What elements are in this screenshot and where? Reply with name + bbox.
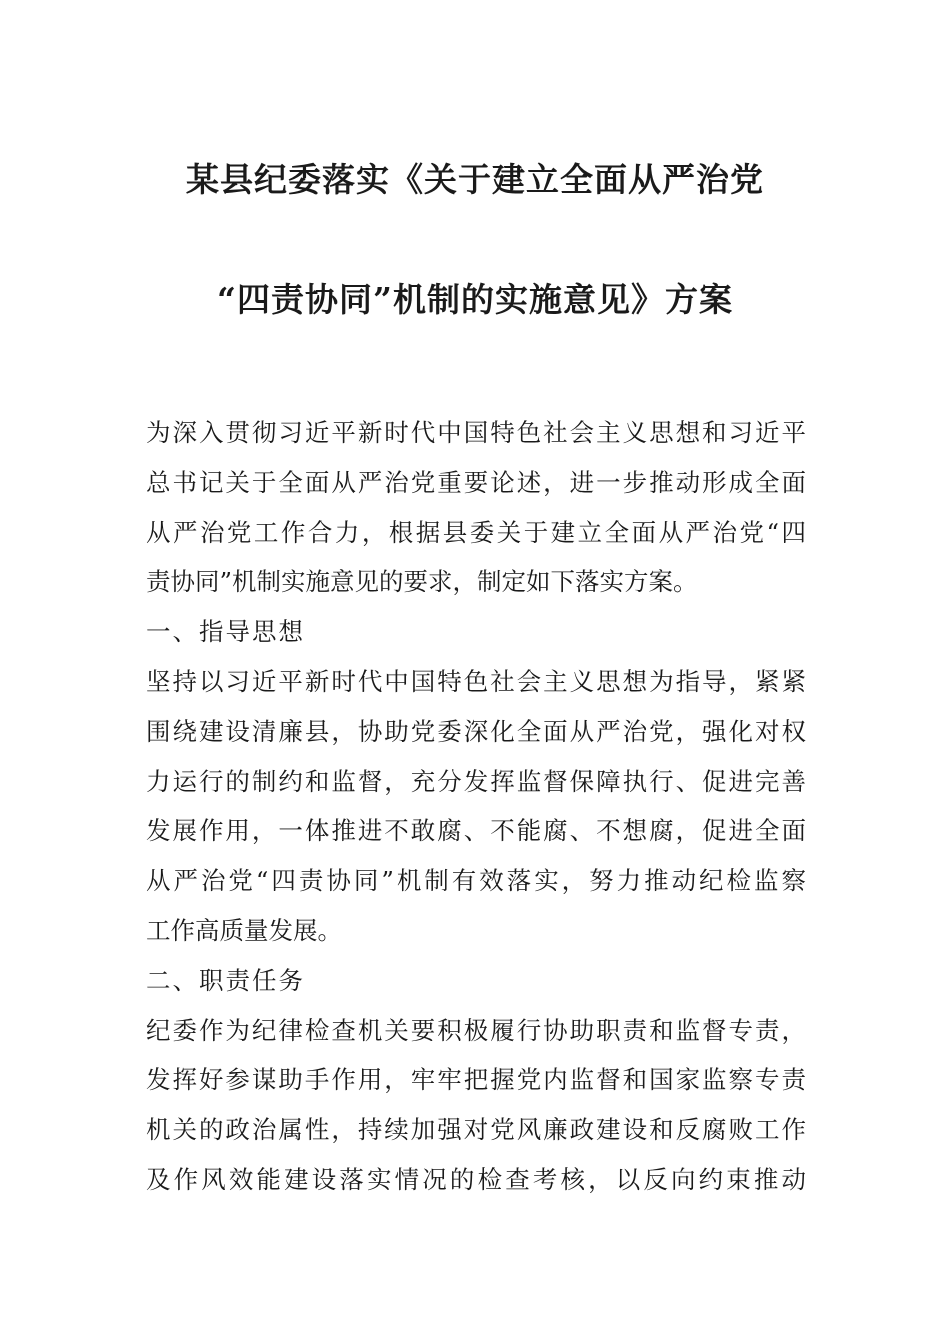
section-heading-duties: 二、职责任务 [146, 965, 305, 995]
paragraph-line: 总书记关于全面从严治党重要论述，进一步推动形成全面 [146, 467, 806, 497]
paragraph-line: 及作风效能建设落实情况的检查考核，以反向约束推动 [146, 1164, 806, 1194]
paragraph-line: 坚持以习近平新时代中国特色社会主义思想为指导，紧紧 [146, 666, 806, 696]
document-title-line-2: “四责协同”机制的实施意见》方案 [217, 280, 733, 319]
paragraph-line: 力运行的制约和监督，充分发挥监督保障执行、促进完善 [146, 766, 806, 796]
document-body [146, 408, 806, 1205]
paragraph-line: 责协同”机制实施意见的要求，制定如下落实方案。 [146, 567, 698, 597]
paragraph-line: 围绕建设清廉县，协助党委深化全面从严治党，强化对权 [146, 716, 806, 746]
paragraph-line: 从严治党“四责协同”机制有效落实，努力推动纪检监察 [146, 866, 806, 896]
paragraph-line: 纪委作为纪律检查机关要积极履行协助职责和监督专责， [146, 1015, 806, 1045]
paragraph-line: 工作高质量发展。 [146, 915, 342, 945]
paragraph-line: 机关的政治属性，持续加强对党风廉政建设和反腐败工作 [146, 1115, 806, 1145]
paragraph-line: 从严治党工作合力，根据县委关于建立全面从严治党“四 [146, 517, 806, 547]
document-title-line-1: 某县纪委落实《关于建立全面从严治党 [186, 160, 764, 199]
paragraph-line: 发挥好参谋助手作用，牢牢把握党内监督和国家监察专责 [146, 1065, 806, 1095]
section-heading-guiding-thought: 一、指导思想 [146, 617, 305, 647]
paragraph-line: 发展作用，一体推进不敢腐、不能腐、不想腐，促进全面 [146, 816, 806, 846]
paragraph-line: 为深入贯彻习近平新时代中国特色社会主义思想和习近平 [146, 418, 806, 447]
